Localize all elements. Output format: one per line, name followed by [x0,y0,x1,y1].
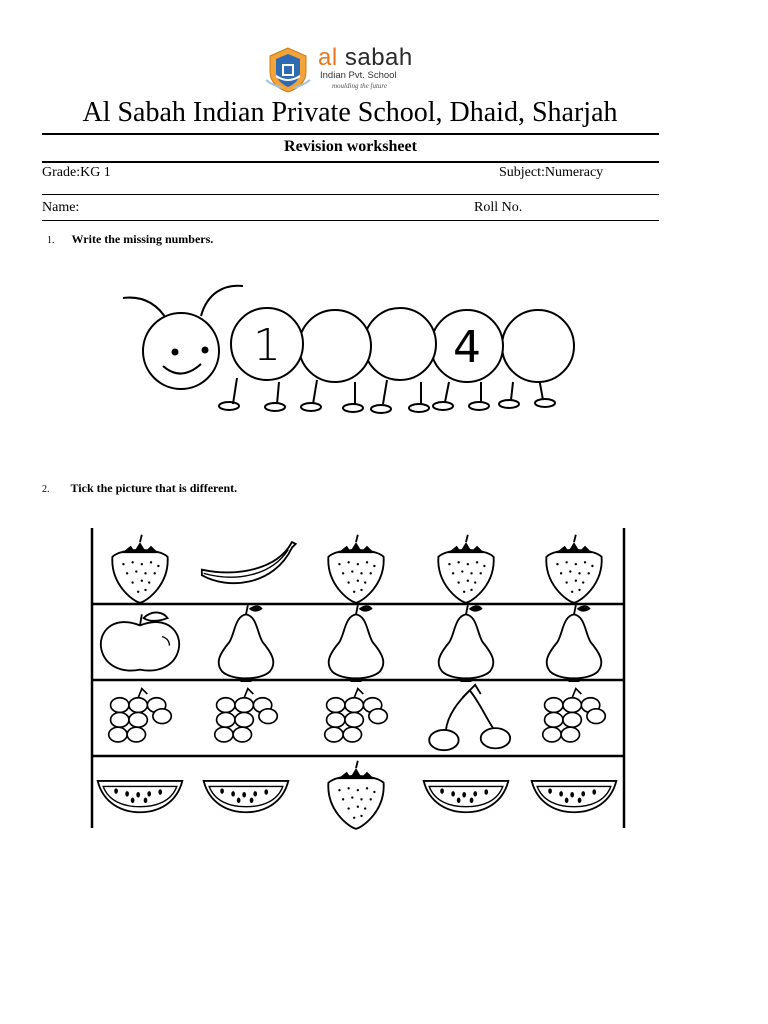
logo-tagline: moulding the future [332,82,387,90]
caterpillar-antenna-right [201,286,243,316]
caterpillar-antenna-left [123,298,167,320]
strawberry-icon[interactable] [328,761,383,829]
watermelon-icon[interactable] [532,781,617,812]
logo-subtitle: Indian Pvt. School [320,70,397,81]
watermelon-icon[interactable] [204,781,289,812]
caterpillar-eye-right [202,347,209,354]
apple-icon[interactable] [101,612,179,670]
worksheet-title-divider [42,161,659,163]
grapes-icon[interactable] [543,689,606,742]
logo-wordmark-prefix: al [318,44,338,71]
banana-icon[interactable] [202,542,296,583]
pear-icon[interactable] [547,605,602,680]
question-2-number: 2. [42,484,50,495]
logo-wordmark [318,44,413,72]
strawberry-icon[interactable] [328,535,383,603]
logo-wordmark-suffix: sabah [344,44,413,71]
grapes-icon[interactable] [325,689,388,742]
info-divider [42,194,659,195]
name-field[interactable]: Name: [42,200,80,215]
school-title: Al Sabah Indian Private School, Dhaid, Sharjah [82,97,618,128]
caterpillar-segment-1: 1 [253,320,281,371]
cherries-icon[interactable] [429,685,510,750]
question-2 [42,481,237,496]
caterpillar-eye-left [172,349,179,356]
subject-field: Subject:Numeracy [499,165,604,180]
name-divider [42,220,659,221]
question-1-number: 1. [47,235,55,246]
watermelon-icon[interactable] [98,781,183,812]
school-logo [262,46,412,94]
strawberry-icon[interactable] [112,535,167,603]
pear-icon[interactable] [439,605,494,680]
grapes-icon[interactable] [215,689,278,742]
roll-no-field[interactable]: Roll No. [474,200,523,215]
caterpillar-illustration [115,278,585,428]
strawberry-icon[interactable] [546,535,601,603]
school-crest-icon [262,46,314,94]
question-1 [47,232,213,247]
worksheet-title: Revision worksheet [284,138,417,155]
question-1-text: Write the missing numbers. [71,232,214,246]
title-divider [42,133,659,135]
strawberry-icon[interactable] [438,535,493,603]
fruit-grid [88,528,628,828]
question-2-text: Tick the picture that is different. [70,481,238,495]
pear-icon[interactable] [219,605,274,680]
watermelon-icon[interactable] [424,781,509,812]
grapes-icon[interactable] [109,689,172,742]
caterpillar-segment-4: 4 [453,322,481,373]
grade-field: Grade:KG 1 [42,165,111,180]
pear-icon[interactable] [329,605,384,680]
